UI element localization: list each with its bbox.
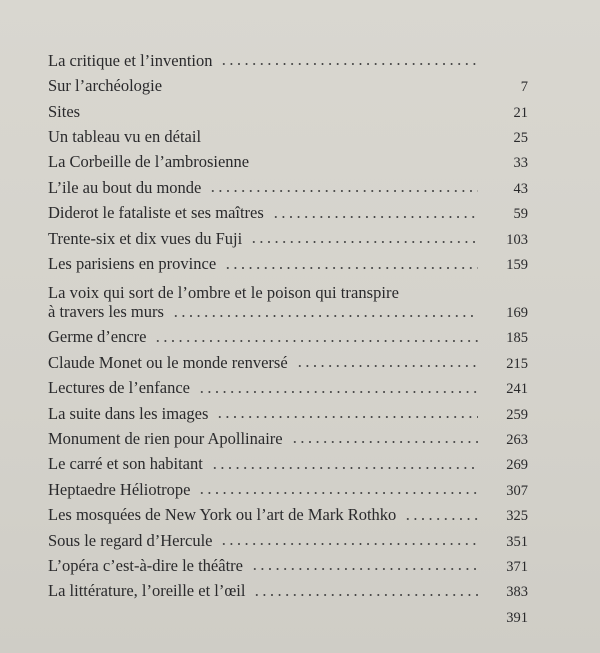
- dot-leader: [88, 114, 478, 116]
- toc-entry-page: 307: [506, 482, 528, 499]
- dot-leader: [209, 140, 478, 142]
- toc-entry-page: 21: [513, 104, 528, 121]
- toc-entry-title: Heptaedre Héliotrope: [48, 479, 191, 499]
- toc-entry-title: Un tableau vu en détail: [48, 127, 202, 147]
- toc-entry: [48, 95, 528, 120]
- toc-entry-title: Le carré et son habitant: [48, 454, 203, 474]
- dot-leader: [224, 267, 478, 269]
- toc-entry-title: Claude Monet ou le monde renversé: [48, 352, 288, 372]
- dot-leader: [257, 165, 478, 167]
- toc-entry-title: Diderot le fataliste et ses maîtres: [48, 203, 264, 223]
- toc-entry: [48, 549, 528, 574]
- toc-entry: [48, 196, 528, 221]
- dot-leader: [296, 365, 478, 367]
- toc-entry-title: Lectures de l’enfance: [48, 378, 190, 398]
- toc-entry: [48, 397, 528, 422]
- toc-entry: [48, 498, 528, 523]
- toc-entry-title: La suite dans les images: [48, 403, 209, 423]
- toc-entry: [48, 44, 528, 69]
- dot-leader: [220, 543, 478, 545]
- toc-entry-title: Monument de rien pour Apollinaire: [48, 428, 283, 448]
- toc-entry-title: Sur l’archéologie: [48, 76, 163, 96]
- toc-entry-page: 59: [513, 206, 528, 223]
- toc-entry: [48, 447, 528, 472]
- dot-leader: [56, 619, 478, 621]
- toc-entry-title: à travers les murs: [48, 302, 164, 322]
- dot-leader: [211, 467, 478, 469]
- toc-entry-title: Les parisiens en province: [48, 254, 217, 274]
- toc-entry-row: [48, 304, 528, 321]
- toc-entry-page: 259: [506, 406, 528, 423]
- toc-entry-page: 185: [506, 330, 528, 347]
- toc-entry: [48, 574, 528, 599]
- toc-entry: [48, 222, 528, 247]
- dot-leader: [198, 391, 478, 393]
- toc-entry-title: Germe d’encre: [48, 327, 147, 347]
- dot-leader: [209, 190, 478, 192]
- toc-entry-title: L’ile au bout du monde: [48, 177, 202, 197]
- toc-entry: [48, 371, 528, 396]
- toc-entry: [48, 524, 528, 549]
- dot-leader: [154, 340, 478, 342]
- toc-entry: [48, 473, 528, 498]
- toc-entry-page: 351: [506, 533, 528, 550]
- dot-leader: [220, 63, 478, 65]
- toc-entry-title: L’opéra c’est-à-dire le théâtre: [48, 555, 243, 575]
- toc-entry-page: 169: [506, 305, 528, 322]
- toc-entry-page: 371: [506, 558, 528, 575]
- toc-entry-page: 43: [513, 180, 528, 197]
- toc-entry-page: 103: [506, 231, 528, 248]
- toc-entry: [48, 146, 528, 171]
- toc-entry: [48, 69, 528, 94]
- dot-leader: [170, 89, 478, 91]
- table-of-contents: [48, 44, 528, 625]
- dot-leader: [404, 518, 478, 520]
- dot-leader: [198, 492, 478, 494]
- toc-entry-page: 325: [506, 508, 528, 525]
- toc-entry-title: Les mosquées de New York ou l’art de Mark Rothko: [48, 505, 397, 525]
- toc-entry: [48, 321, 528, 346]
- toc-entry: [48, 120, 528, 145]
- dot-leader: [172, 315, 478, 317]
- toc-entry-page: 269: [506, 457, 528, 474]
- dot-leader: [251, 568, 478, 570]
- toc-entry-page: 263: [506, 431, 528, 448]
- dot-leader: [253, 594, 478, 596]
- dot-leader: [250, 241, 478, 243]
- toc-entry-page: 33: [513, 155, 528, 172]
- toc-entry-title: Sites: [48, 101, 81, 121]
- toc-entry-title: La Corbeille de l’ambrosienne: [48, 152, 250, 172]
- dot-leader: [216, 416, 478, 418]
- toc-entry-title: Sous le regard d’Hercule: [48, 530, 213, 550]
- toc-entry-page: 7: [520, 79, 528, 96]
- toc-entry-page: 159: [506, 257, 528, 274]
- dot-leader: [291, 441, 478, 443]
- toc-entry: [48, 171, 528, 196]
- toc-entry: [48, 247, 528, 272]
- toc-entry-title: La littérature, l’oreille et l’œil: [48, 581, 246, 601]
- toc-entry-page: 25: [513, 130, 528, 147]
- toc-entry-title-line1: La voix qui sort de l’ombre et le poison qui transpire: [48, 283, 399, 303]
- toc-entry-page: 383: [506, 584, 528, 601]
- toc-entry: [48, 600, 528, 625]
- toc-entry: [48, 346, 528, 371]
- toc-entry-title: La critique et l’invention: [48, 50, 213, 70]
- toc-entry: [48, 422, 528, 447]
- toc-entry-page: 215: [506, 355, 528, 372]
- dot-leader: [272, 216, 478, 218]
- toc-entry-page: 241: [506, 381, 528, 398]
- toc-entry: [48, 273, 528, 321]
- toc-entry-title: Trente-six et dix vues du Fuji: [48, 228, 243, 248]
- toc-entry-page: 391: [506, 609, 528, 626]
